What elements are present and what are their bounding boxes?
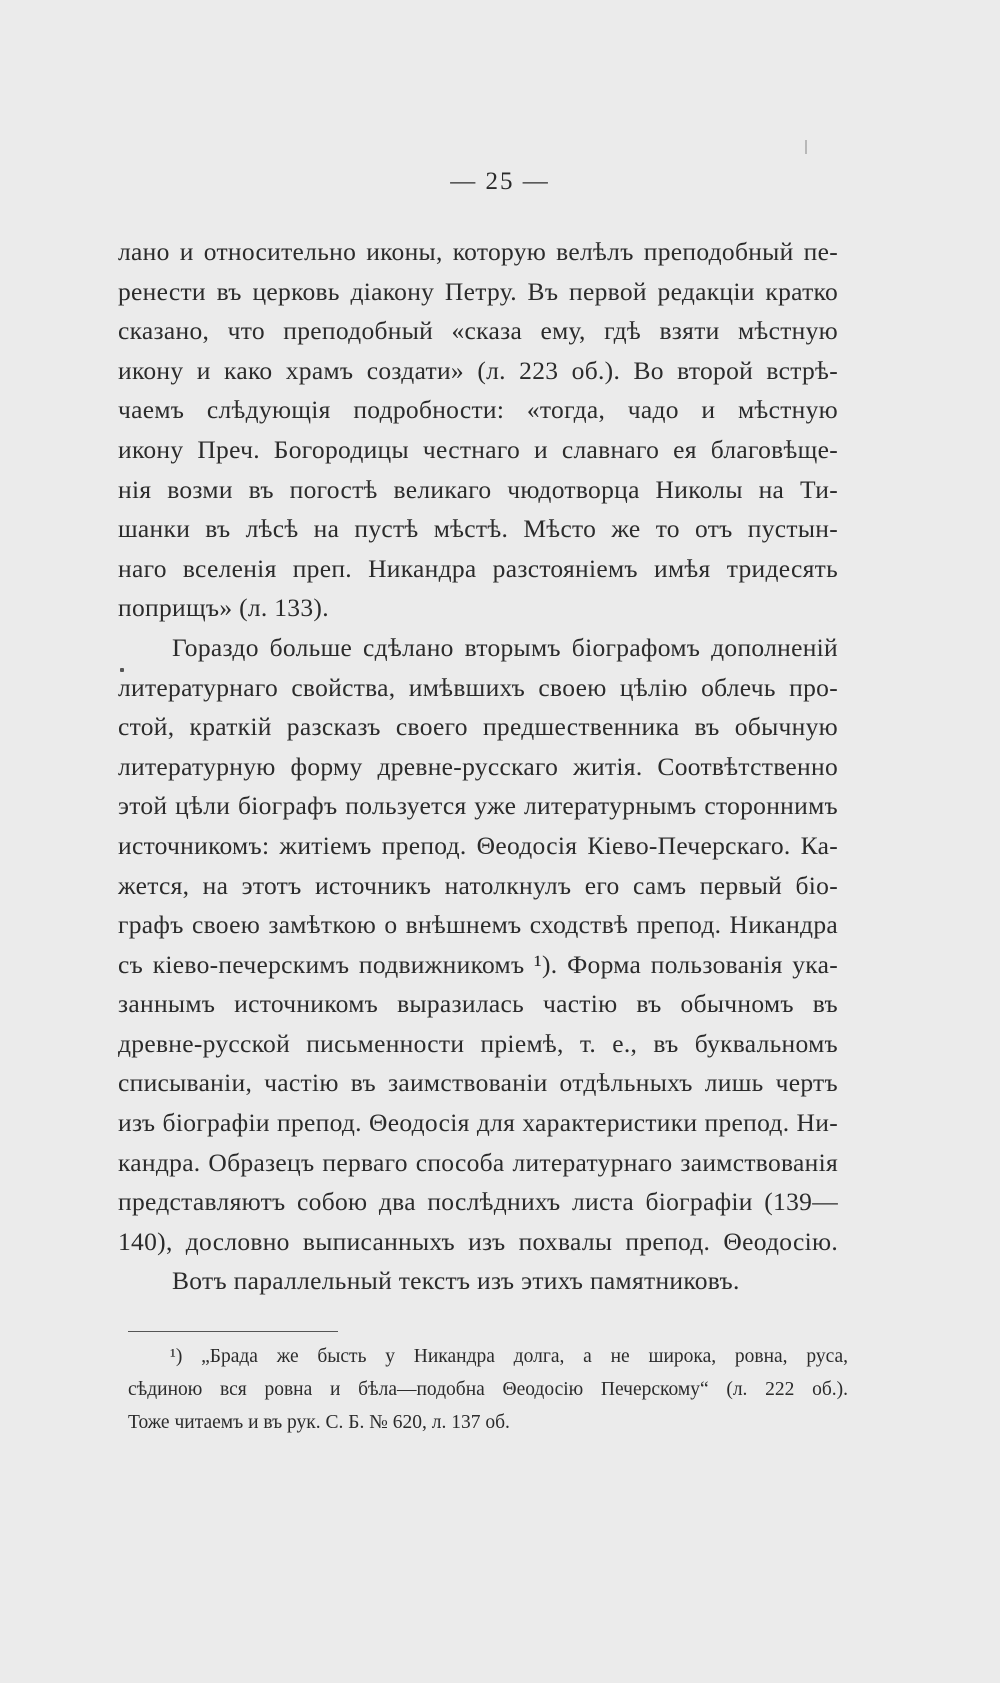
text-line: чаемъ слѣдующія подробности: «тогда, чадо и мѣстную <box>118 395 838 425</box>
text-line: литературную форму древне-русскаго житія. Соотвѣтственно <box>118 751 838 781</box>
text-line: графъ своею замѣткою о внѣшнемъ сходствѣ препод. Никандра <box>118 910 838 940</box>
text-line: стой, краткій разсказъ своего предшественника въ обычную <box>118 712 838 742</box>
margin-mark <box>120 668 124 672</box>
text-line: ренести въ церковь діакону Петру. Въ первой редакціи кратко <box>118 276 838 306</box>
text-line: изъ біографіи препод. Θеодосія для характеристики препод. Ни- <box>118 1108 838 1138</box>
footnote-line: ¹) „Брада же бысть у Никандра долга, а не широка, ровна, руса, <box>170 1346 848 1367</box>
text-line: литературнаго свойства, имѣвшихъ своею цѣлію облечь про- <box>118 672 838 702</box>
text-line: источникомъ: житіемъ препод. Θеодосія Кіево-Печерскаго. Ка- <box>118 830 838 860</box>
text-line: сказано, что преподобный «сказа ему, гдѣ взяти мѣстную <box>118 316 838 346</box>
text-line: поприщъ» (л. 133). <box>118 593 329 623</box>
paragraph-start-line: Вотъ параллельный текстъ изъ этихъ памятниковъ. <box>172 1266 740 1296</box>
text-line: нія возми въ погостѣ великаго чюдотворца Николы на Ти- <box>118 474 838 504</box>
text-line: съ кіево-печерскимъ подвижникомъ ¹). Форма пользованія ука- <box>118 949 838 979</box>
paper-speck <box>805 140 807 154</box>
body-text <box>118 232 838 1301</box>
text-line: икону и како храмъ создати» (л. 223 об.). Во второй встрѣ- <box>118 355 838 385</box>
text-line: наго вселенія преп. Никандра разстояніемъ имѣя тридесять <box>118 553 838 583</box>
text-line: представляютъ собою два послѣднихъ листа біографіи (139— <box>118 1187 838 1217</box>
paragraph-start-line: Гораздо больше сдѣлано вторымъ біографомъ дополненій <box>172 632 838 662</box>
text-line: шанки въ лѣсѣ на пустѣ мѣстѣ. Мѣсто же то отъ пустын- <box>118 514 838 544</box>
text-line: 140), дословно выписанныхъ изъ похвалы препод. Θеодосію. <box>118 1226 838 1256</box>
text-line: списываніи, частію въ заимствованіи отдѣльныхъ лишь чертъ <box>118 1068 838 1098</box>
text-line: этой цѣли біографъ пользуется уже литературнымъ стороннимъ <box>118 791 838 821</box>
footnote-divider <box>128 1331 338 1332</box>
page-number: — 25 — <box>450 168 550 195</box>
footnote-line: Тоже читаемъ и въ рук. С. Б. № 620, л. 137 об. <box>128 1412 510 1433</box>
footnotes <box>128 1340 848 1439</box>
footnote-line: сѣдиною вся ровна и бѣла—подобна Θеодосію Печерскому“ (л. 222 об.). <box>128 1379 848 1400</box>
text-line: жется, на этотъ источникъ натолкнулъ его самъ первый біо- <box>118 870 838 900</box>
text-line: кандра. Образецъ перваго способа литературнаго заимствованія <box>118 1147 838 1177</box>
text-line: икону Преч. Богородицы честнаго и славнаго ея благовѣще- <box>118 434 838 464</box>
text-line: лано и относительно иконы, которую велѣлъ преподобный пе- <box>118 237 838 266</box>
text-line: древне-русской письменности пріемѣ, т. е., въ буквальномъ <box>118 1028 838 1058</box>
text-line: заннымъ источникомъ выразилась частію въ обычномъ въ <box>118 989 838 1019</box>
